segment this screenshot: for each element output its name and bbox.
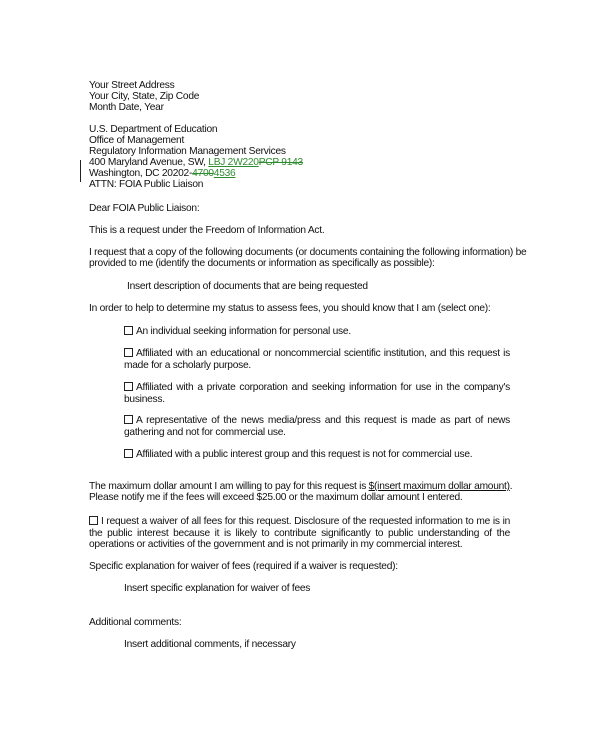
option-news-media: [124, 415, 510, 438]
max-amount-prefix: The maximum dollar amount I am willing to pay for this request is: [89, 481, 369, 492]
additional-comments-placeholder[interactable]: Insert additional comments, if necessary: [124, 639, 296, 650]
address-text: 400 Maryland Avenue, SW,: [89, 157, 209, 168]
revision-change-bar: [80, 160, 81, 182]
option-corporation: [124, 382, 510, 405]
recipient-attn: ATTN: FOIA Public Liaison: [89, 179, 204, 190]
recipient-line3: Regulatory Information Management Services: [89, 146, 286, 157]
zip-deleted-text: 4700: [192, 168, 214, 179]
request-paragraph-line1: I request that a copy of the following documents (or documents containing the following information) be: [89, 247, 527, 258]
option-public-interest: [124, 449, 510, 461]
max-amount-line2: Please notify me if the fees will exceed $25.00 or the maximum dollar amount I entered.: [89, 492, 463, 503]
option-text: A representative of the news media/press and this request is made as part of news gathering and not for commercial use.: [124, 415, 510, 438]
option-checkbox-public-interest[interactable]: [124, 449, 133, 458]
sender-street: Your Street Address: [89, 80, 175, 91]
option-checkbox-personal[interactable]: [124, 326, 133, 335]
option-educational: [124, 348, 510, 371]
fee-waiver-checkbox[interactable]: [89, 516, 98, 525]
fee-waiver-text: I request a waiver of all fees for this request. Disclosure of the requested information to me is in the public interest because it is likely to contribute significantly to public understanding of the operations or activities of the government and is not primarily in my commercial interest.: [89, 516, 510, 550]
zip-inserted-text: 4536: [213, 168, 236, 179]
recipient-line1: U.S. Department of Education: [89, 124, 218, 135]
recipient-line2: Office of Management: [89, 135, 185, 146]
option-text: Affiliated with a public interest group and this request is not for commercial use.: [136, 449, 473, 460]
option-personal-use: [124, 326, 510, 338]
sender-date: Month Date, Year: [89, 102, 164, 113]
waiver-explanation-placeholder[interactable]: Insert specific explanation for waiver of fees: [124, 583, 311, 594]
option-checkbox-corporation[interactable]: [124, 382, 133, 391]
waiver-explanation-label: Specific explanation for waiver of fees (required if a waiver is requested):: [89, 561, 398, 572]
option-text: Affiliated with an educational or noncommercial scientific institution, and this request is made for a scholarly purpose.: [124, 348, 510, 371]
intro-text: This is a request under the Freedom of Information Act.: [89, 225, 325, 236]
fee-waiver-request: [89, 516, 510, 551]
option-checkbox-educational[interactable]: [124, 348, 133, 357]
option-checkbox-news-media[interactable]: [124, 415, 133, 424]
address-inserted-text: LBJ 2W220: [208, 157, 259, 168]
salutation: Dear FOIA Public Liaison:: [89, 203, 200, 214]
address-deleted-text: PCP 9143: [258, 157, 303, 168]
additional-comments-label: Additional comments:: [89, 617, 182, 628]
max-amount-field[interactable]: $(insert maximum dollar amount): [368, 481, 510, 492]
option-text: An individual seeking information for personal use.: [136, 326, 351, 337]
insert-description-placeholder[interactable]: Insert description of documents that are being requested: [127, 281, 368, 292]
sender-city: Your City, State, Zip Code: [89, 91, 200, 102]
city-text: Washington, DC 20202-: [89, 168, 193, 179]
option-text: Affiliated with a private corporation and seeking information for use in the company's business.: [124, 382, 510, 405]
fee-status-intro: In order to help to determine my status to assess fees, you should know that I am (select one):: [89, 303, 491, 314]
max-amount-suffix: .: [509, 481, 513, 492]
request-paragraph-line2: provided to me (identify the documents or information as specifically as possible):: [89, 258, 435, 269]
